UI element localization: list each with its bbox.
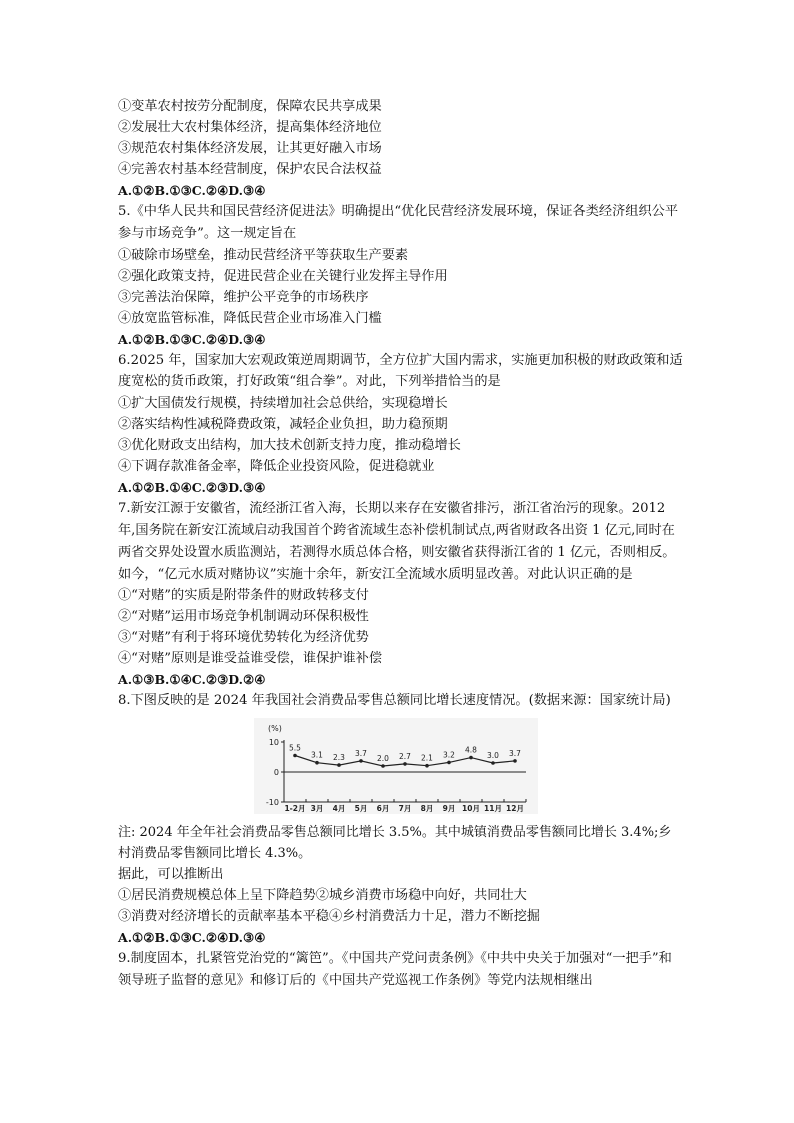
option-1: ①扩大国债发行规模，持续增加社会总供给，实现稳增长 — [118, 396, 448, 412]
question-stem: 7.新安江源于安徽省，流经浙江省入海，长期以来存在安徽省排污，浙江省治污的现象。2012 年,国务院在新安江流域启动我国首个跨省流域生态补偿机制试点,两省财政各出资 1 亿元,同时在两省交界处设置水质监测站，若测得水质总体合格，则安徽省获得浙江省的 1 亿元，否则相反。如今，“亿元水质对赌协议”实施十余年，新安江全流域水质明显改善。对此认识正确的是 — [118, 501, 676, 582]
option-row-2: ③消费对经济增长的贡献率基本平稳④乡村消费活力十足，潜力不断挖掘 — [118, 909, 540, 925]
data-point — [381, 764, 385, 768]
question-stem: 6.2025 年，国家加大宏观政策逆周期调节，全方位扩大国内需求，实施更加积极的财政政策和适度宽松的货币政策，打好政策“组合拳”。对此，下列举措恰当的是 — [118, 352, 683, 390]
answer-choices: A.①②B.①③C.②④D.③④ — [118, 331, 266, 347]
inference-prompt: 据此，可以推断出 — [118, 867, 224, 883]
data-label: 5.5 — [289, 743, 301, 753]
data-point — [293, 754, 297, 758]
question-5 — [118, 201, 683, 350]
data-label: 3.0 — [487, 751, 499, 761]
data-point — [425, 764, 429, 768]
x-tick-label: 10月 — [462, 804, 480, 814]
option-3: ③优化财政支出结构，加大技术创新支持力度，推动稳增长 — [118, 438, 461, 454]
x-tick-label: 8月 — [420, 804, 434, 814]
question-stem: 8.下图反映的是 2024 年我国社会消费品零售总额同比增长速度情况。(数据来源：国家统计局) — [118, 693, 671, 709]
question-7 — [118, 498, 683, 690]
x-tick-label: 1-2月 — [284, 804, 306, 814]
option-1: ①破除市场壁垒，推动民营经济平等获取生产要素 — [118, 247, 409, 263]
x-tick-label: 7月 — [398, 804, 412, 814]
answer-choices: A.①②B.①④C.②③D.③④ — [118, 480, 266, 496]
x-tick-label: 11月 — [484, 804, 502, 814]
data-point — [491, 761, 495, 765]
data-point — [513, 759, 517, 763]
option-1: ①变革农村按劳分配制度，保障农民共享成果 — [118, 99, 382, 114]
answer-choices: A.①②B.①③C.②④D.③④ — [118, 183, 266, 198]
option-4: ④下调存款准备金率，降低企业投资风险，促进稳就业 — [118, 459, 435, 475]
option-1: ①“对赌”的实质是附带条件的财政转移支付 — [118, 588, 369, 604]
data-label: 3.2 — [443, 750, 455, 760]
option-2: ②落实结构性减税降费政策，减轻企业负担，助力稳预期 — [118, 417, 448, 433]
data-point — [447, 761, 451, 765]
data-label: 3.7 — [509, 749, 521, 759]
answer-choices: A.①②B.①③C.②④D.③④ — [118, 930, 266, 946]
data-label: 2.3 — [333, 753, 345, 763]
data-label: 2.0 — [377, 754, 389, 764]
x-tick-label: 4月 — [332, 804, 346, 814]
line-chart — [254, 718, 538, 814]
option-4: ④完善农村基本经营制度，保护农民合法权益 — [118, 162, 382, 177]
question-stem: 5.《中华人民共和国民营经济促进法》明确提出“优化民营经济发展环境，保证各类经济组织公平参与市场竞争”。这一规定旨在 — [118, 204, 679, 241]
x-tick-label: 9月 — [442, 804, 456, 814]
data-label: 2.1 — [421, 753, 433, 763]
x-tick-label: 12月 — [506, 804, 524, 814]
data-label: 2.7 — [399, 752, 411, 762]
data-label: 3.7 — [355, 749, 367, 759]
data-point — [315, 761, 319, 765]
option-3: ③规范农村集体经济发展，让其更好融入市场 — [118, 141, 382, 156]
option-4: ④放宽监管标准，降低民营企业市场准入门槛 — [118, 310, 382, 326]
x-tick-label: 5月 — [354, 804, 368, 814]
option-3: ③完善法治保障，维护公平竞争的市场秩序 — [118, 289, 369, 305]
data-point — [337, 763, 341, 767]
unit-label: (%) — [268, 724, 282, 734]
option-3: ③“对赌”有利于将环境优势转化为经济优势 — [118, 630, 369, 646]
data-point — [359, 759, 363, 763]
x-tick-label: 3月 — [310, 804, 324, 814]
exam-page — [118, 96, 683, 992]
data-label: 3.1 — [311, 750, 323, 760]
y-tick-label: 0 — [273, 768, 279, 778]
question-9 — [118, 948, 683, 992]
question-stem: 9.制度固本，扎紧管党治党的“篱笆”。《中国共产党问责条例》《中共中央关于加强对“一把手”和领导班子监督的意见》和修订后的《中国共产党巡视工作条例》等党内法规相继出 — [118, 951, 672, 988]
chart-background — [254, 718, 538, 814]
question-6 — [118, 350, 683, 499]
option-4: ④“对赌”原则是谁受益谁受偿，谁保护谁补偿 — [118, 651, 383, 667]
question-4-options — [118, 96, 683, 201]
data-point — [403, 762, 407, 766]
y-tick-label: 10 — [268, 738, 279, 748]
answer-choices: A.①③B.①④C.②③D.②④ — [118, 672, 266, 688]
data-point — [469, 756, 473, 760]
y-tick-label: -10 — [265, 798, 279, 808]
option-2: ②强化政策支持，促进民营企业在关键行业发挥主导作用 — [118, 268, 448, 284]
x-tick-label: 6月 — [376, 804, 390, 814]
question-8 — [118, 690, 683, 948]
option-2: ②“对赌”运用市场竞争机制调动环保积极性 — [118, 609, 369, 625]
option-2: ②发展壮大农村集体经济，提高集体经济地位 — [118, 120, 382, 135]
chart-note: 注: 2024 年全年社会消费品零售总额同比增长 3.5%。其中城镇消费品零售额同比增长 3.4%;乡村消费品零售额同比增长 4.3%。 — [118, 825, 672, 862]
growth-chart — [118, 718, 683, 818]
data-label: 4.8 — [465, 745, 477, 755]
option-row-1: ①居民消费规模总体上呈下降趋势②城乡消费市场稳中向好，共同壮大 — [118, 888, 527, 904]
